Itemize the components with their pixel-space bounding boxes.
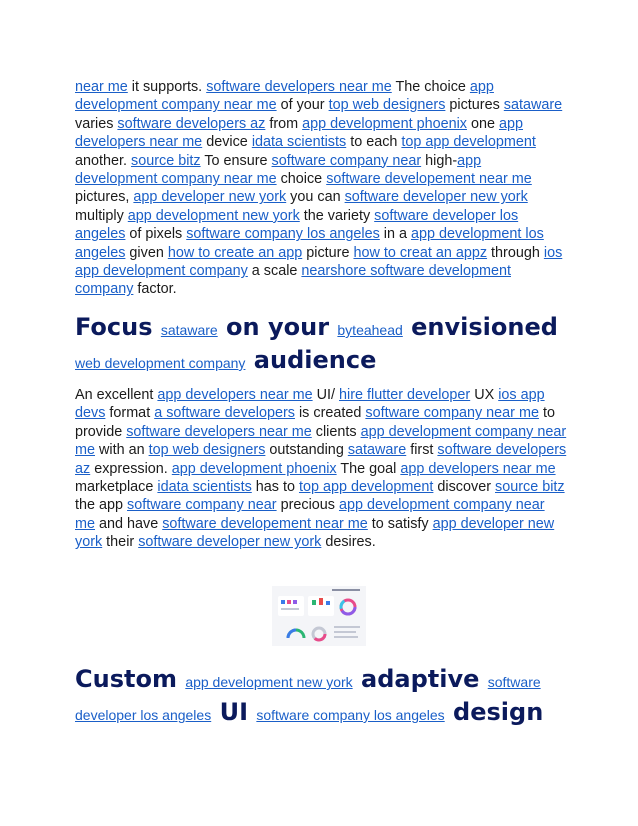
text-run: it supports. <box>127 79 207 95</box>
inline-link[interactable]: sataware <box>160 322 218 338</box>
text-run: to each <box>346 134 402 151</box>
text-run: envisioned <box>402 313 558 341</box>
text-run: device <box>202 134 252 151</box>
text-run: Custom <box>75 665 186 693</box>
heading-custom-adaptive-ui <box>75 664 567 730</box>
inline-link[interactable]: sataware <box>503 97 563 114</box>
inline-link[interactable]: software developers near me <box>126 423 312 440</box>
text-run: and have <box>95 515 163 532</box>
text-run: pictures, <box>75 189 134 206</box>
text-run: design <box>444 698 544 726</box>
text-run: UI <box>211 698 257 726</box>
inline-link[interactable]: software developer new york <box>138 534 322 551</box>
text-run: choice <box>276 171 327 188</box>
thumbnail-swatch-purple <box>293 600 297 604</box>
thumbnail-line <box>281 608 299 610</box>
text-run: marketplace <box>75 479 158 496</box>
text-run: given <box>125 244 168 261</box>
inline-link[interactable]: software company near <box>127 497 277 514</box>
inline-link[interactable]: software developer new york <box>344 189 528 206</box>
inline-link[interactable]: software developer los angeles <box>75 207 519 243</box>
thumbnail-bar-blue <box>326 601 330 605</box>
text-run: The goal <box>336 460 401 477</box>
thumbnail-title-bar <box>332 589 360 591</box>
thumbnail-bar-red <box>319 598 323 605</box>
inline-link[interactable]: web development company <box>75 355 246 371</box>
inline-link[interactable]: ios app devs <box>75 387 545 422</box>
text-run: to provide <box>75 405 555 440</box>
text-run: to satisfy <box>367 515 433 532</box>
text-run: high- <box>421 152 458 169</box>
thumbnail-swatch-blue <box>281 600 285 604</box>
text-run: pictures <box>445 97 504 114</box>
text-run: from <box>265 115 303 132</box>
text-run: one <box>466 115 499 132</box>
text-run: clients <box>311 423 361 440</box>
inline-link[interactable]: software developement near me <box>326 171 532 188</box>
text-run: their <box>102 534 139 551</box>
inline-link[interactable]: app development company near me <box>75 152 482 188</box>
heading-focus-audience <box>75 312 567 378</box>
thumbnail-row-2 <box>334 631 356 633</box>
inline-link[interactable]: app development company near me <box>75 79 494 114</box>
text-run: the variety <box>299 207 375 224</box>
text-run: the app <box>75 497 128 514</box>
text-run: precious <box>276 497 339 514</box>
inline-link[interactable]: near me <box>75 79 128 95</box>
text-run: discover <box>433 479 495 496</box>
inline-link[interactable]: top app development <box>298 479 434 496</box>
inline-link[interactable]: software company near <box>271 152 422 169</box>
inline-link[interactable]: top app development <box>401 134 536 151</box>
thumbnail-swatch-pink <box>287 600 291 604</box>
text-run: with an <box>95 442 149 459</box>
inline-link[interactable]: app developers near me <box>157 387 313 403</box>
inline-link[interactable]: software developers az <box>117 115 266 132</box>
inline-link[interactable]: how to create an app <box>167 244 303 261</box>
text-run: multiply <box>75 207 128 224</box>
inline-link[interactable]: how to creat an appz <box>353 244 488 261</box>
inline-link[interactable]: software developement near me <box>162 515 368 532</box>
text-run: in a <box>379 226 411 243</box>
text-run: factor. <box>133 281 177 298</box>
inline-link[interactable]: top web designers <box>148 442 266 459</box>
inline-link[interactable]: sataware <box>347 442 407 459</box>
inline-link[interactable]: source bitz <box>495 479 565 496</box>
text-run: audience <box>245 346 377 374</box>
text-run: desires. <box>321 534 376 551</box>
text-run: is created <box>294 405 366 422</box>
text-run: through <box>487 244 544 261</box>
inline-link[interactable]: app developer new york <box>133 189 287 206</box>
inline-link[interactable]: software developers near me <box>206 79 392 95</box>
text-run: An excellent <box>75 387 158 403</box>
text-run: picture <box>302 244 354 261</box>
inline-link[interactable]: byteahead <box>337 322 403 338</box>
thumbnail-row-1 <box>334 626 360 628</box>
text-run: expression. <box>90 460 172 477</box>
inline-link[interactable]: idata scientists <box>157 479 252 496</box>
text-run: another. <box>75 152 132 169</box>
inline-link[interactable]: app development new york <box>127 207 300 224</box>
text-run: Focus <box>75 313 161 341</box>
thumbnail-card-1 <box>278 596 304 616</box>
text-run: a scale <box>247 263 302 280</box>
text-run: UI/ <box>312 387 339 403</box>
text-run: UX <box>470 387 499 403</box>
inline-link[interactable]: app developers near me <box>75 115 524 151</box>
text-run: format <box>105 405 155 422</box>
inline-link[interactable]: app development phoenix <box>171 460 337 477</box>
paragraph-2 <box>75 386 567 552</box>
inline-link[interactable]: app development company near me <box>75 423 567 459</box>
text-run: outstanding <box>265 442 348 459</box>
inline-link[interactable]: software developer los angeles <box>75 674 541 723</box>
text-run: varies <box>75 115 118 132</box>
text-run: on your <box>217 313 338 341</box>
inline-link[interactable]: nearshore software development company <box>75 263 511 298</box>
text-run: The choice <box>391 79 470 95</box>
dashboard-thumbnail-image <box>272 586 366 646</box>
text-run: first <box>406 442 438 459</box>
inline-link[interactable]: software company near me <box>365 405 539 422</box>
text-run: has to <box>251 479 299 496</box>
text-run: To ensure <box>200 152 272 169</box>
text-run: of your <box>276 97 329 114</box>
paragraph-1 <box>75 78 567 299</box>
thumbnail-row-3 <box>334 636 358 638</box>
inline-link[interactable]: hire flutter developer <box>339 387 471 403</box>
inline-link[interactable]: software developers az <box>75 442 567 477</box>
inline-link[interactable]: top web designers <box>328 97 446 114</box>
text-run: adaptive <box>352 665 488 693</box>
inline-link[interactable]: app development company near me <box>75 497 545 532</box>
inline-link[interactable]: idata scientists <box>251 134 347 151</box>
inline-link[interactable]: app development phoenix <box>302 115 467 132</box>
inline-link[interactable]: ios app development company <box>75 244 563 280</box>
inline-link[interactable]: software company los angeles <box>186 226 380 243</box>
inline-link[interactable]: app development los angeles <box>75 226 544 261</box>
thumbnail-bar-green <box>312 600 316 605</box>
inline-link[interactable]: app developers near me <box>400 460 556 477</box>
inline-link[interactable]: app development new york <box>185 674 353 690</box>
inline-link[interactable]: source bitz <box>131 152 201 169</box>
text-run: you can <box>286 189 345 206</box>
inline-link[interactable]: app developer new york <box>75 515 555 551</box>
inline-link[interactable]: a software developers <box>154 405 295 422</box>
text-run: of pixels <box>125 226 187 243</box>
inline-link[interactable]: software company los angeles <box>256 707 445 723</box>
